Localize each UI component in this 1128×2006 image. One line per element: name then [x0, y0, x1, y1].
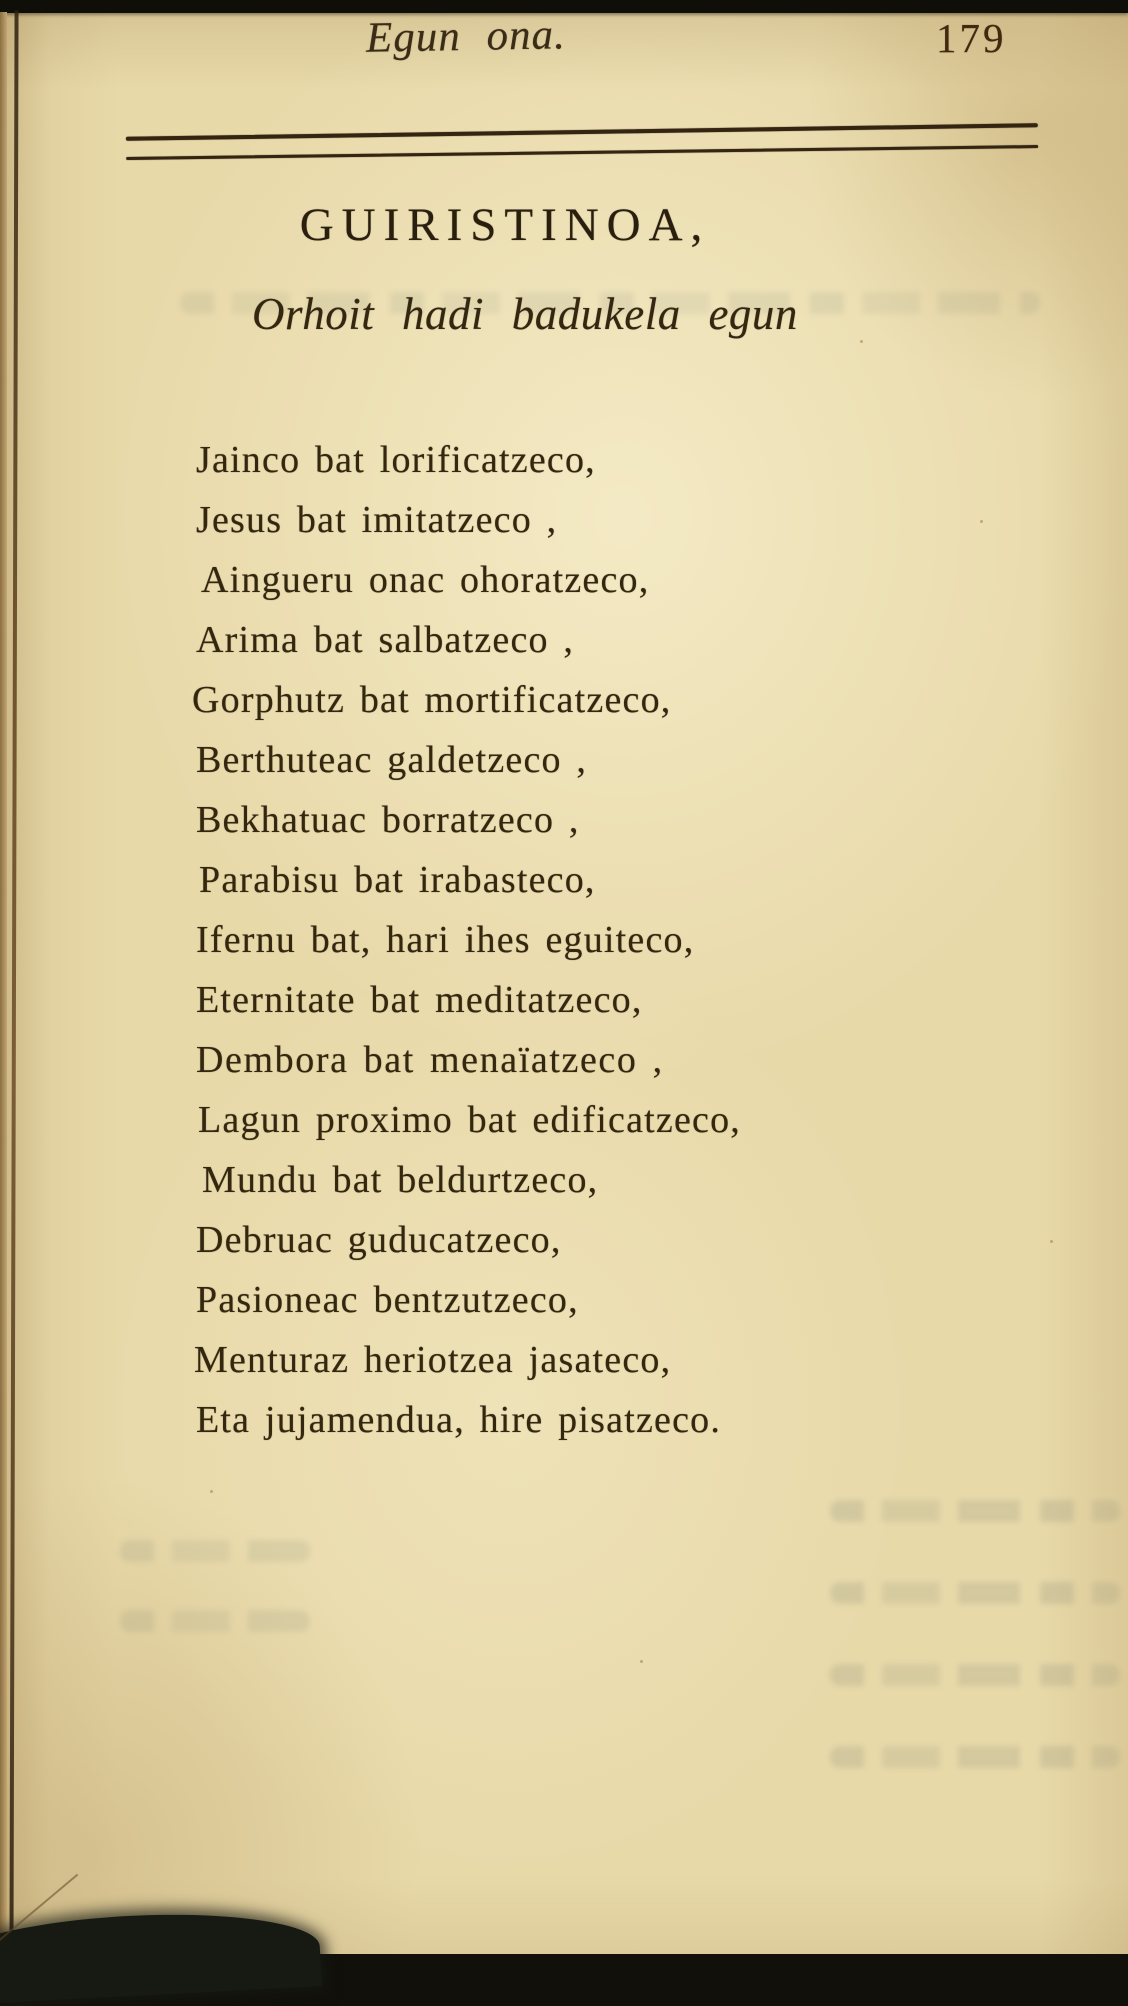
bleed-through-left	[120, 1540, 310, 1680]
page-number: 179	[936, 15, 1007, 61]
poem-body	[192, 434, 1076, 1454]
poem-line: Jesus bat imitatzeco ,	[196, 499, 558, 541]
poem-line: Aingueru onac ohoratzeco,	[201, 559, 650, 601]
poem-line: Debruac guducatzeco,	[196, 1219, 562, 1261]
poem-line: Pasioneac bentzutzeco,	[196, 1279, 579, 1321]
poem-line: Eta jujamendua, hire pisatzeco.	[196, 1399, 722, 1441]
poem-line: Mundu bat beldurtzeco,	[202, 1159, 599, 1201]
poem-line: Lagun proximo bat edificatzeco,	[198, 1099, 741, 1141]
poem-line: Ifernu bat, hari ihes eguiteco,	[196, 919, 695, 961]
poem-line: Parabisu bat irabasteco,	[199, 859, 596, 901]
poem-line: Eternitate bat meditatzeco,	[196, 979, 643, 1021]
section-title: GUIRISTINOA,	[299, 199, 711, 251]
running-title: Egun ona.	[365, 11, 567, 62]
paper-fleck	[860, 340, 863, 343]
paper-fleck	[640, 1660, 643, 1663]
section-subtitle: Orhoit hadi badukela egun	[252, 289, 798, 339]
poem-line: Arima bat salbatzeco ,	[196, 619, 575, 661]
poem-line: Menturaz heriotzea jasateco,	[194, 1339, 672, 1381]
poem-line: Jainco bat lorificatzeco,	[196, 439, 596, 481]
poem-line: Dembora bat menaïatzeco ,	[196, 1039, 664, 1081]
poem-line: Gorphutz bat mortificatzeco,	[192, 679, 672, 721]
poem-line: Berthuteac galdetzeco ,	[196, 739, 588, 781]
poem-line: Bekhatuac borratzeco ,	[196, 799, 580, 841]
paper-fleck	[210, 1490, 213, 1493]
bleed-through-right	[830, 1500, 1120, 1828]
